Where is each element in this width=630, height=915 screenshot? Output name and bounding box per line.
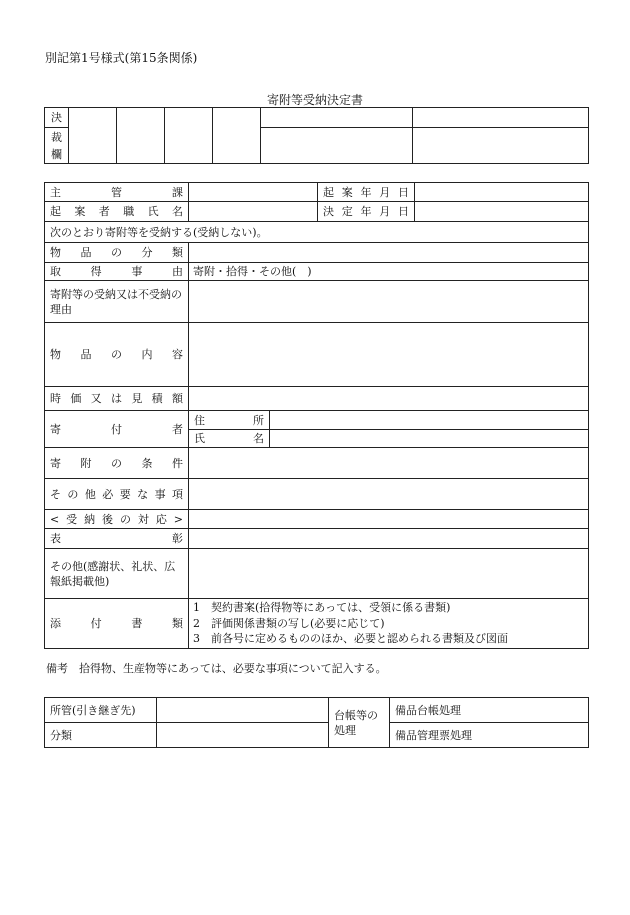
category-label: 物品の分類 xyxy=(45,243,189,263)
other-thanks-label: その他(感謝状、礼状、広報紙掲載他) xyxy=(45,549,189,599)
approval-cell[interactable] xyxy=(213,108,261,164)
after-acceptance-label: <受納後の対応> xyxy=(45,510,189,529)
approval-cell[interactable] xyxy=(117,108,165,164)
form-label: 別記第1号様式(第15条関係) xyxy=(45,51,198,65)
name-field[interactable] xyxy=(270,430,589,448)
draft-date-label: 起案年月日 xyxy=(318,183,415,202)
ledger-item-2: 備品管理票処理 xyxy=(390,723,589,748)
donor-label: 寄付者 xyxy=(45,411,189,448)
main-table xyxy=(44,182,589,649)
conditions-label: 寄附の条件 xyxy=(45,448,189,479)
attachments-list xyxy=(189,599,589,649)
classification-label: 分類 xyxy=(45,723,157,748)
approval-label-2-3: 裁 欄 xyxy=(45,128,69,164)
address-field[interactable] xyxy=(270,411,589,430)
category-field[interactable] xyxy=(189,243,589,263)
division-field[interactable] xyxy=(189,183,318,202)
after-acceptance-field[interactable] xyxy=(189,510,589,529)
statement: 次のとおり寄附等を受納する(受納しない)。 xyxy=(45,222,589,243)
approval-cell[interactable] xyxy=(261,128,413,164)
address-label: 住所 xyxy=(189,411,270,430)
approval-cell[interactable] xyxy=(69,108,117,164)
attachment-item: 3 前各号に定めるもののほか、必要と認められる書類及び図面 xyxy=(193,632,508,646)
approval-label-1: 決 xyxy=(45,108,69,128)
jurisdiction-field[interactable] xyxy=(157,698,329,723)
approval-cell[interactable] xyxy=(413,108,589,128)
classification-field[interactable] xyxy=(157,723,329,748)
remarks-note: 備考 拾得物、生産物等にあっては、必要な事項について記入する。 xyxy=(46,662,387,675)
reason-field[interactable]: 寄附・拾得・その他( ) xyxy=(189,263,589,281)
other-matters-field[interactable] xyxy=(189,479,589,510)
commendation-field[interactable] xyxy=(189,529,589,549)
contents-field[interactable] xyxy=(189,323,589,387)
decision-date-field[interactable] xyxy=(415,202,589,222)
approval-cell[interactable] xyxy=(413,128,589,164)
document-title: 寄附等受納決定書 xyxy=(266,93,363,107)
bottom-table xyxy=(44,697,589,748)
contents-label: 物品の内容 xyxy=(45,323,189,387)
conditions-field[interactable] xyxy=(189,448,589,479)
attachment-item: 1 契約書案(拾得物等にあっては、受領に係る書類) xyxy=(193,601,451,615)
reason-label: 取得事由 xyxy=(45,263,189,281)
approval-cell[interactable] xyxy=(261,108,413,128)
approval-table xyxy=(44,107,589,164)
value-label: 時価又は見積額 xyxy=(45,387,189,411)
attachment-item: 2 評価関係書類の写し(必要に応じて) xyxy=(193,616,385,630)
other-matters-label: その他必要な事項 xyxy=(45,479,189,510)
drafter-field[interactable] xyxy=(189,202,318,222)
name-label: 氏名 xyxy=(189,430,270,448)
jurisdiction-label: 所管(引き継ぎ先) xyxy=(45,698,157,723)
commendation-label: 表彰 xyxy=(45,529,189,549)
ledger-label: 台帳等の処理 xyxy=(329,698,390,748)
decision-date-label: 決定年月日 xyxy=(318,202,415,222)
other-thanks-field[interactable] xyxy=(189,549,589,599)
attachments-label: 添付書類 xyxy=(45,599,189,649)
ledger-item-1: 備品台帳処理 xyxy=(390,698,589,723)
draft-date-field[interactable] xyxy=(415,183,589,202)
drafter-label: 起案者職氏名 xyxy=(45,202,189,222)
value-field[interactable] xyxy=(189,387,589,411)
division-label: 主 管 課 xyxy=(45,183,189,202)
refusal-reason-label: 寄附等の受納又は不受納の理由 xyxy=(45,281,189,323)
refusal-reason-field[interactable] xyxy=(189,281,589,323)
approval-cell[interactable] xyxy=(165,108,213,164)
